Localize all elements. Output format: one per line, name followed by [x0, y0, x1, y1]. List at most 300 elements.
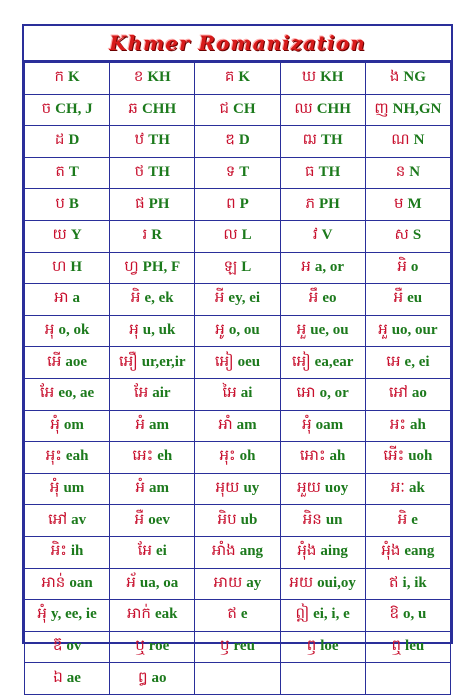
- khmer-character: ជ: [219, 98, 229, 117]
- table-cell: [365, 220, 450, 252]
- romanization: o, u: [402, 606, 427, 623]
- romanization: eh: [157, 448, 173, 465]
- romanization: i, ik: [402, 574, 427, 591]
- table-cell: [25, 63, 110, 95]
- khmer-character: អេះ: [132, 446, 154, 465]
- romanization: aoe: [65, 353, 88, 370]
- khmer-character: ហ: [52, 256, 67, 275]
- khmer-character: អុំ: [37, 604, 47, 623]
- khmer-character: អី: [214, 288, 225, 307]
- table-cell: [280, 347, 365, 379]
- khmer-character: អុ: [44, 320, 55, 339]
- khmer-character: ឰ: [138, 667, 148, 686]
- khmer-character: អោ: [296, 383, 316, 402]
- romanization: ao: [411, 385, 427, 402]
- table-cell: [110, 505, 195, 537]
- table-row: [25, 631, 451, 663]
- khmer-character: អឿ: [118, 351, 138, 370]
- romanization: uoy: [324, 480, 349, 497]
- romanization: ah: [329, 448, 346, 465]
- khmer-character: អាក់: [127, 604, 151, 623]
- khmer-character: អូ: [215, 320, 225, 339]
- table-cell: [110, 126, 195, 158]
- table-cell: [25, 378, 110, 410]
- romanization: om: [63, 416, 84, 433]
- romanization: S: [412, 227, 422, 244]
- table-cell: [25, 284, 110, 316]
- table-cell: [110, 315, 195, 347]
- romanization: ur,er,ir: [141, 353, 186, 370]
- romanization: KH: [147, 69, 171, 86]
- table-cell: [25, 505, 110, 537]
- khmer-character: ច: [41, 98, 52, 117]
- romanization: ah: [410, 416, 426, 433]
- table-cell: [25, 663, 110, 695]
- romanization: M: [407, 195, 422, 212]
- table-cell: [365, 410, 450, 442]
- table-row: [25, 663, 451, 695]
- khmer-character: អៅ: [388, 383, 408, 402]
- khmer-character: ឈ: [294, 98, 313, 117]
- khmer-character: អែ: [40, 383, 55, 402]
- table-cell: [25, 252, 110, 284]
- romanization: TH: [148, 164, 170, 181]
- table-cell: [195, 63, 280, 95]
- khmer-character: អៀ: [214, 351, 234, 370]
- khmer-character: អុំ: [50, 414, 60, 433]
- table-cell: [195, 94, 280, 126]
- khmer-character: ឨ: [52, 635, 63, 654]
- khmer-character: អុះ: [219, 446, 236, 465]
- khmer-character: ខ: [133, 67, 144, 86]
- table-cell: [365, 600, 450, 632]
- table-cell: [195, 157, 280, 189]
- table-cell: [280, 505, 365, 537]
- table-row: [25, 442, 451, 474]
- khmer-character: អួយ: [297, 478, 321, 497]
- romanization: ei: [156, 543, 167, 560]
- khmer-character: ក: [54, 67, 65, 86]
- table-cell: [110, 284, 195, 316]
- table-row: [25, 600, 451, 632]
- khmer-character: ណ: [391, 130, 410, 149]
- romanization: o, or: [319, 385, 349, 402]
- khmer-character: អែ: [137, 541, 153, 560]
- table-cell: [280, 410, 365, 442]
- khmer-character: អ: [301, 256, 311, 275]
- table-row: [25, 505, 451, 537]
- table-cell: [365, 473, 450, 505]
- romanization: e, ei: [404, 353, 430, 370]
- romanization: K: [238, 69, 251, 86]
- romanization: TH: [320, 132, 343, 149]
- romanization: N: [409, 164, 421, 181]
- khmer-character: គ: [224, 67, 235, 86]
- romanization: ue, ou: [310, 322, 349, 339]
- khmer-character: ឌ: [225, 130, 235, 149]
- table-cell: [25, 410, 110, 442]
- khmer-character: អោះ: [299, 446, 326, 465]
- khmer-character: អិន: [302, 509, 322, 528]
- romanization-table: [24, 62, 451, 695]
- romanization: eak: [154, 606, 178, 623]
- table-cell: [365, 315, 450, 347]
- romanization: am: [149, 416, 170, 433]
- khmer-character: ធ: [305, 162, 315, 181]
- khmer-character: អិ: [397, 256, 407, 275]
- romanization: ih: [70, 543, 84, 560]
- khmer-character: ឥ: [389, 572, 399, 591]
- khmer-character: អា: [54, 288, 69, 307]
- table-cell: [195, 663, 280, 695]
- table-cell: [110, 442, 195, 474]
- khmer-character: អឹ: [308, 288, 319, 307]
- romanization: eu: [407, 290, 423, 307]
- khmer-character: អុំង: [297, 541, 317, 560]
- khmer-character: ផ: [135, 193, 145, 212]
- romanization: ak: [409, 480, 425, 497]
- table-cell: [280, 94, 365, 126]
- khmer-character: អើ: [47, 351, 62, 370]
- khmer-character: ទ: [225, 162, 236, 181]
- table-cell: [365, 252, 450, 284]
- table-cell: [25, 94, 110, 126]
- table-cell: [195, 505, 280, 537]
- khmer-character: អុំ: [302, 414, 312, 433]
- khmer-character: ប: [55, 193, 65, 212]
- table-cell: [25, 631, 110, 663]
- romanization: oeu: [237, 353, 261, 370]
- khmer-character: រ: [142, 225, 148, 244]
- table-cell: [195, 252, 280, 284]
- romanization: air: [152, 385, 171, 402]
- romanization: o: [410, 258, 419, 275]
- khmer-character: ព: [226, 193, 236, 212]
- khmer-character: អ័: [126, 572, 136, 591]
- romanization: am: [149, 480, 170, 497]
- romanization: oam: [315, 416, 344, 433]
- romanization: D: [68, 132, 80, 149]
- khmer-character: អុយ: [215, 478, 240, 497]
- khmer-character: អៃ: [222, 383, 237, 402]
- khmer-character: អិ: [397, 509, 408, 528]
- table-cell: [110, 347, 195, 379]
- khmer-character: អេ: [386, 351, 401, 370]
- khmer-character: អឺ: [134, 509, 145, 528]
- table-cell: [280, 663, 365, 695]
- table-row: [25, 315, 451, 347]
- khmer-character: អយ: [289, 572, 314, 591]
- table-cell: [280, 189, 365, 221]
- table-cell: [25, 157, 110, 189]
- table-row: [25, 347, 451, 379]
- table-cell: [195, 631, 280, 663]
- romanization: ai: [240, 385, 253, 402]
- romanization: uy: [243, 480, 260, 497]
- romanization: L: [241, 258, 252, 275]
- table-cell: [280, 220, 365, 252]
- romanization: o, ou: [228, 322, 260, 339]
- romanization: oui,oy: [317, 574, 356, 591]
- romanization: eang: [404, 543, 435, 560]
- khmer-character: ឃ: [301, 67, 317, 86]
- table-cell: [365, 536, 450, 568]
- table-row: [25, 157, 451, 189]
- table-cell: [195, 315, 280, 347]
- khmer-character: អុំង: [381, 541, 401, 560]
- table-cell: [110, 663, 195, 695]
- romanization: NG: [403, 69, 426, 86]
- khmer-character: អួ: [296, 320, 307, 339]
- table-cell: [110, 473, 195, 505]
- romanization: aing: [320, 543, 348, 560]
- table-cell: [110, 157, 195, 189]
- romanization: leu: [405, 637, 425, 654]
- table-cell: [280, 631, 365, 663]
- romanization: D: [238, 132, 250, 149]
- table-cell: [365, 663, 450, 695]
- table-cell: [110, 600, 195, 632]
- khmer-character: អុះ: [45, 446, 62, 465]
- table-cell: [280, 157, 365, 189]
- romanization: loe: [320, 637, 339, 654]
- romanization: ao: [151, 669, 167, 686]
- romanization: eah: [65, 448, 89, 465]
- table-cell: [195, 536, 280, 568]
- khmer-character: ឥ: [227, 604, 237, 623]
- table-cell: [280, 600, 365, 632]
- romanization: R: [151, 227, 163, 244]
- table-row: [25, 536, 451, 568]
- romanization: um: [63, 480, 85, 497]
- khmer-character: ភ: [305, 193, 315, 212]
- table-row: [25, 220, 451, 252]
- table-cell: [365, 63, 450, 95]
- table-cell: [25, 473, 110, 505]
- table-row: [25, 126, 451, 158]
- romanization: P: [239, 195, 249, 212]
- table-cell: [365, 126, 450, 158]
- romanization: e: [240, 606, 248, 623]
- romanization: oh: [239, 448, 256, 465]
- title-row: [24, 26, 451, 62]
- khmer-character: ដ: [54, 130, 65, 149]
- table-cell: [110, 568, 195, 600]
- romanization: N: [413, 132, 425, 149]
- khmer-character: អើះ: [383, 446, 405, 465]
- table-cell: [195, 473, 280, 505]
- table-row: [25, 378, 451, 410]
- khmer-character: ញ: [374, 98, 389, 117]
- table-cell: [280, 315, 365, 347]
- khmer-character: វ: [312, 225, 318, 244]
- khmer-character: អៅ: [48, 509, 68, 528]
- khmer-character: អៀ: [291, 351, 311, 370]
- table-cell: [110, 631, 195, 663]
- romanization: Y: [70, 227, 82, 244]
- romanization: roe: [148, 637, 170, 654]
- table-cell: [110, 189, 195, 221]
- table-cell: [365, 157, 450, 189]
- table-cell: [195, 568, 280, 600]
- khmer-character: ឮ: [391, 635, 402, 654]
- khmer-character: អាំ: [218, 414, 233, 433]
- table-cell: [365, 189, 450, 221]
- khmer-character: អាយ: [213, 572, 243, 591]
- romanization: H: [70, 258, 83, 275]
- khmer-character: ឋ: [134, 130, 145, 149]
- romanization: CH: [232, 100, 256, 117]
- table-row: [25, 568, 451, 600]
- table-cell: [280, 252, 365, 284]
- khmer-character: ឡ: [223, 256, 238, 275]
- khmer-character: ត: [55, 162, 65, 181]
- table-cell: [365, 347, 450, 379]
- romanization: o, ok: [58, 322, 90, 339]
- table-cell: [365, 568, 450, 600]
- romanization: ey, ei: [228, 290, 261, 307]
- romanization: oev: [148, 511, 170, 528]
- romanization: e, ek: [144, 290, 174, 307]
- table-cell: [195, 220, 280, 252]
- khmer-character: អាំង: [211, 541, 236, 560]
- table-cell: [25, 220, 110, 252]
- table-cell: [110, 220, 195, 252]
- table-cell: [280, 442, 365, 474]
- khmer-character: អំ: [135, 478, 146, 497]
- table-cell: [195, 442, 280, 474]
- table-row: [25, 189, 451, 221]
- romanization: L: [241, 227, 252, 244]
- table-cell: [25, 568, 110, 600]
- khmer-character: យ: [52, 225, 67, 244]
- khmer-character: ឫ: [220, 635, 230, 654]
- table-row: [25, 284, 451, 316]
- table-cell: [365, 505, 450, 537]
- khmer-character: អះ: [389, 414, 407, 433]
- romanization: TH: [318, 164, 341, 181]
- khmer-character: ស: [394, 225, 409, 244]
- khmer-character: ឬ: [135, 635, 145, 654]
- table-cell: [25, 189, 110, 221]
- romanization: u, uk: [142, 322, 176, 339]
- table-cell: [195, 347, 280, 379]
- table-cell: [25, 536, 110, 568]
- romanization: ay: [246, 574, 262, 591]
- romanization: NH,GN: [392, 100, 442, 117]
- romanization: ea,ear: [314, 353, 354, 370]
- khmer-character: ឍ: [302, 130, 317, 149]
- khmer-character: ឦ: [295, 604, 310, 623]
- table-cell: [195, 189, 280, 221]
- romanization: CH, J: [55, 100, 93, 117]
- table-cell: [365, 442, 450, 474]
- table-cell: [110, 63, 195, 95]
- romanization: ov: [66, 637, 82, 654]
- table-cell: [195, 126, 280, 158]
- romanization: e: [411, 511, 418, 528]
- romanization: un: [325, 511, 343, 528]
- table-cell: [110, 410, 195, 442]
- table-cell: [280, 568, 365, 600]
- romanization: y, ee, ie: [50, 606, 97, 623]
- table-cell: [25, 442, 110, 474]
- table-cell: [280, 126, 365, 158]
- romanization: CHH: [316, 100, 351, 117]
- table-cell: [195, 378, 280, 410]
- khmer-character: អួ: [378, 320, 388, 339]
- table-cell: [365, 378, 450, 410]
- table-cell: [280, 473, 365, 505]
- romanization: PH, F: [142, 258, 181, 275]
- romanization: a: [72, 290, 80, 307]
- table-cell: [110, 94, 195, 126]
- romanization: V: [321, 227, 333, 244]
- table-cell: [25, 315, 110, 347]
- romanization: uoh: [408, 448, 433, 465]
- khmer-character: អុំ: [49, 478, 60, 497]
- romanization: reu: [233, 637, 255, 654]
- khmer-character: ឱ: [389, 604, 399, 623]
- table-row: [25, 252, 451, 284]
- romanization: ang: [239, 543, 264, 560]
- page-title: Khmer Romanization: [109, 31, 366, 55]
- table-cell: [365, 284, 450, 316]
- romanization: ei, i, e: [313, 606, 350, 623]
- romanization: ae: [66, 669, 81, 686]
- romanization: PH: [319, 195, 340, 212]
- romanization: eo: [322, 290, 337, 307]
- romanization: PH: [148, 195, 170, 212]
- khmer-character: អិះ: [50, 541, 67, 560]
- khmer-character: ហ្វ: [124, 256, 139, 275]
- khmer-character: ឭ: [306, 635, 317, 654]
- table-cell: [195, 600, 280, 632]
- table-cell: [110, 536, 195, 568]
- romanization: am: [236, 416, 257, 433]
- khmer-character: ល: [223, 225, 238, 244]
- romanization: ub: [240, 511, 258, 528]
- khmer-character: ឆ: [128, 98, 138, 117]
- romanization: K: [68, 69, 80, 86]
- romanization: B: [68, 195, 79, 212]
- romanization: TH: [148, 132, 170, 149]
- table-cell: [280, 63, 365, 95]
- khmer-character: អិប: [217, 509, 237, 528]
- table-cell: [25, 600, 110, 632]
- romanization: KH: [320, 69, 344, 86]
- table-cell: [365, 631, 450, 663]
- khmer-character: ឯ: [53, 667, 63, 686]
- table-row: [25, 410, 451, 442]
- table-row: [25, 63, 451, 95]
- table-cell: [25, 126, 110, 158]
- romanization: av: [71, 511, 87, 528]
- khmer-character: ន: [395, 162, 406, 181]
- table-row: [25, 473, 451, 505]
- khmer-character: អឺ: [393, 288, 404, 307]
- khmer-character: អិ: [130, 288, 141, 307]
- table-cell: [195, 410, 280, 442]
- romanization: CHH: [141, 100, 177, 117]
- romanization: eo, ae: [58, 385, 95, 402]
- table-cell: [110, 378, 195, 410]
- table-cell: [280, 536, 365, 568]
- khmer-character: ម: [394, 193, 404, 212]
- romanization: a, or: [314, 258, 344, 275]
- romanization: T: [239, 164, 250, 181]
- table-cell: [25, 347, 110, 379]
